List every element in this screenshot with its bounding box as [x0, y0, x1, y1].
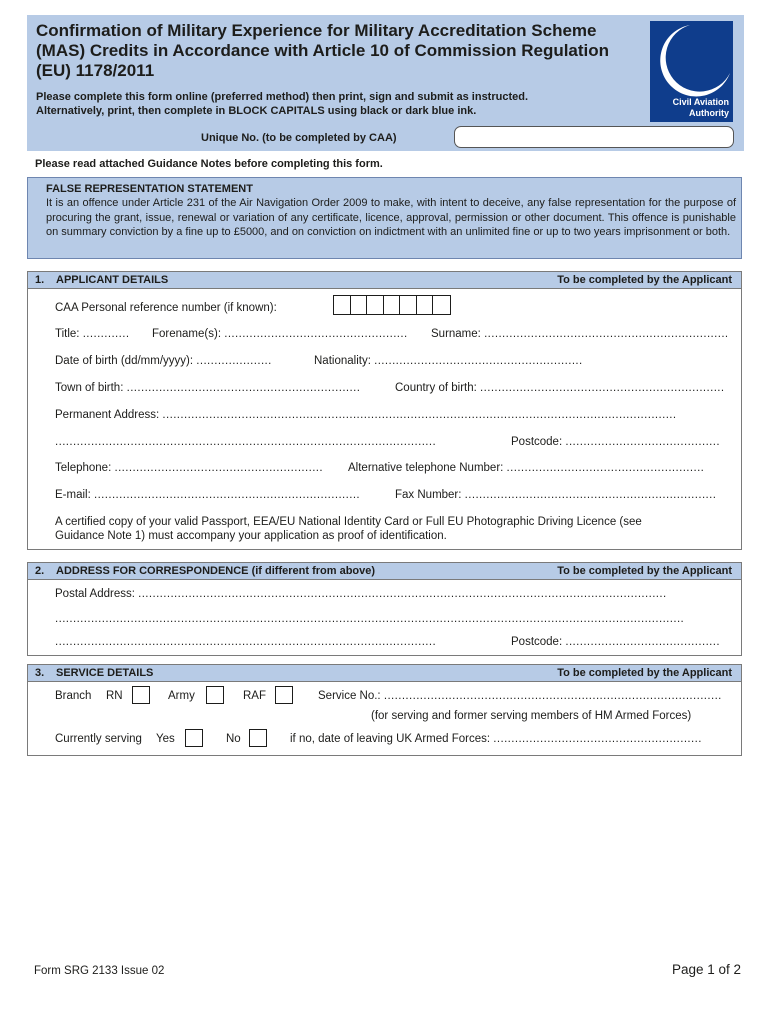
section-title: SERVICE DETAILS — [56, 667, 154, 679]
country-of-birth-label: Country of birth: — [395, 382, 477, 394]
branch-label: Branch — [55, 690, 92, 702]
form-header — [27, 15, 744, 151]
permanent-address-label: Permanent Address: — [55, 409, 160, 421]
currently-serving-label: Currently serving — [55, 733, 142, 745]
form-instructions — [36, 90, 646, 118]
false-representation-title: FALSE REPRESENTATION STATEMENT — [46, 183, 253, 195]
address-line-2-field[interactable]: .......................................................................................................... — [55, 436, 437, 448]
currently-serving-yes-checkbox[interactable] — [185, 729, 203, 747]
telephone-label: Telephone: — [55, 462, 112, 474]
surname-label: Surname: — [431, 328, 481, 340]
dob-label: Date of birth (dd/mm/yyyy): — [55, 355, 194, 367]
false-representation-text: It is an offence under Article 231 of the Air Navigation Order 2009 to make, with intent to deceive, any false representation for the purpose of procuring the grant, issue, renewal or variation of any certificate, licence, approval, permission or other document. This offence is punishable on summary conviction by a fine up to £5000, and on conviction on indictment with an unlimited fine or up to two years imprisonment or both. — [46, 197, 736, 238]
postal-address-label: Postal Address: — [55, 588, 135, 600]
service-no-note: (for serving and former serving members of HM Armed Forces) — [371, 710, 692, 722]
page-number: Page 1 of 2 — [672, 962, 742, 977]
postcode-field[interactable]: Postcode: ........................................... — [511, 436, 720, 448]
no-label: No — [226, 733, 241, 745]
unique-no-label: Unique No. (to be completed by CAA) — [201, 132, 397, 144]
caa-logo — [650, 21, 733, 122]
postal-address-line-2[interactable]: ............................................................................................................................................................................... — [55, 613, 685, 625]
rn-label: RN — [106, 690, 123, 702]
section-number: 1. — [35, 274, 45, 286]
section-applicant-details — [27, 271, 742, 550]
identification-note-line-1: A certified copy of your valid Passport, EEA/EU National Identity Card or Full EU Photographic Driving Licence (see — [55, 516, 642, 528]
alt-telephone-label: Alternative telephone Number: — [348, 462, 504, 474]
forename-label: Forename(s): — [152, 328, 222, 340]
town-of-birth-field[interactable]: Town of birth: ................................................................. — [55, 382, 361, 394]
currently-serving-no-checkbox[interactable] — [249, 729, 267, 747]
title-field[interactable]: Title: ............. — [55, 328, 130, 340]
identification-note-line-2: Guidance Note 1) must accompany your application as proof of identification. — [55, 530, 447, 542]
nationality-label: Nationality: — [314, 355, 371, 367]
section-number: 2. — [35, 565, 45, 577]
instruction-line-1: Please complete this form online (preferred method) then print, sign and submit as instructed. — [36, 91, 529, 103]
form-reference: Form SRG 2133 Issue 02 — [34, 965, 165, 977]
fax-field[interactable]: Fax Number: ...................................................................... — [395, 489, 717, 501]
raf-checkbox[interactable] — [275, 686, 293, 704]
instruction-line-2: Alternatively, print, then complete in BLOCK CAPITALS using black or dark blue ink. — [36, 105, 477, 117]
section-1-header — [28, 272, 741, 289]
surname-field[interactable]: Surname: .................................................................... — [431, 328, 729, 340]
section-service-details — [27, 664, 742, 756]
section-correspondence-address — [27, 562, 742, 656]
section-3-header — [28, 665, 741, 682]
section-number: 3. — [35, 667, 45, 679]
dob-field[interactable]: Date of birth (dd/mm/yyyy): ..................... — [55, 355, 272, 367]
leaving-date-field[interactable]: if no, date of leaving UK Armed Forces: .......................................................... — [290, 733, 702, 745]
section-title: ADDRESS FOR CORRESPONDENCE (if different from above) — [56, 565, 376, 577]
postal-address-line-3[interactable]: .......................................................................................................... — [55, 636, 437, 648]
service-no-field[interactable]: Service No.: .............................................................................................. — [318, 690, 722, 702]
section-note: To be completed by the Applicant — [557, 565, 732, 577]
email-field[interactable]: E-mail: .......................................................................... — [55, 489, 361, 501]
logo-text-line-1: Civil Aviation — [672, 97, 729, 107]
form-title: Confirmation of Military Experience for Military Accreditation Scheme (MAS) Credits in Accordance with Article 10 of Commission Regulation (EU) 1178/2011 — [36, 21, 610, 80]
permanent-address-field[interactable]: Permanent Address: ............................................................................................................................................... — [55, 409, 677, 421]
country-of-birth-field[interactable]: Country of birth: .................................................................... — [395, 382, 725, 394]
forename-field[interactable]: Forename(s): ................................................... — [152, 328, 408, 340]
postcode-label: Postcode: — [511, 436, 563, 448]
section-2-header — [28, 563, 741, 580]
title-label: Title: — [55, 328, 80, 340]
caa-ref-input[interactable] — [333, 295, 451, 315]
army-checkbox[interactable] — [206, 686, 224, 704]
false-representation-box — [27, 177, 742, 259]
nationality-field[interactable]: Nationality: .......................................................... — [314, 355, 583, 367]
army-label: Army — [168, 690, 195, 702]
guidance-notice: Please read attached Guidance Notes before completing this form. — [35, 158, 383, 170]
correspondence-postcode-field[interactable]: Postcode: ........................................... — [511, 636, 720, 648]
leaving-date-label: if no, date of leaving UK Armed Forces: — [290, 733, 491, 745]
yes-label: Yes — [156, 733, 175, 745]
service-no-label: Service No.: — [318, 690, 381, 702]
section-note: To be completed by the Applicant — [557, 274, 732, 286]
section-note: To be completed by the Applicant — [557, 667, 732, 679]
fax-label: Fax Number: — [395, 489, 462, 501]
raf-label: RAF — [243, 690, 266, 702]
alt-telephone-field[interactable]: Alternative telephone Number: ....................................................... — [348, 462, 705, 474]
caa-ref-label: CAA Personal reference number (if known): — [55, 302, 277, 314]
postal-address-field[interactable]: Postal Address: ................................................................................................................................................... — [55, 588, 667, 600]
town-of-birth-label: Town of birth: — [55, 382, 124, 394]
telephone-field[interactable]: Telephone: .......................................................... — [55, 462, 323, 474]
logo-text-line-2: Authority — [689, 108, 729, 118]
email-label: E-mail: — [55, 489, 91, 501]
unique-no-field[interactable] — [454, 126, 734, 148]
rn-checkbox[interactable] — [132, 686, 150, 704]
section-title: APPLICANT DETAILS — [56, 274, 169, 286]
postcode-label: Postcode: — [511, 636, 563, 648]
